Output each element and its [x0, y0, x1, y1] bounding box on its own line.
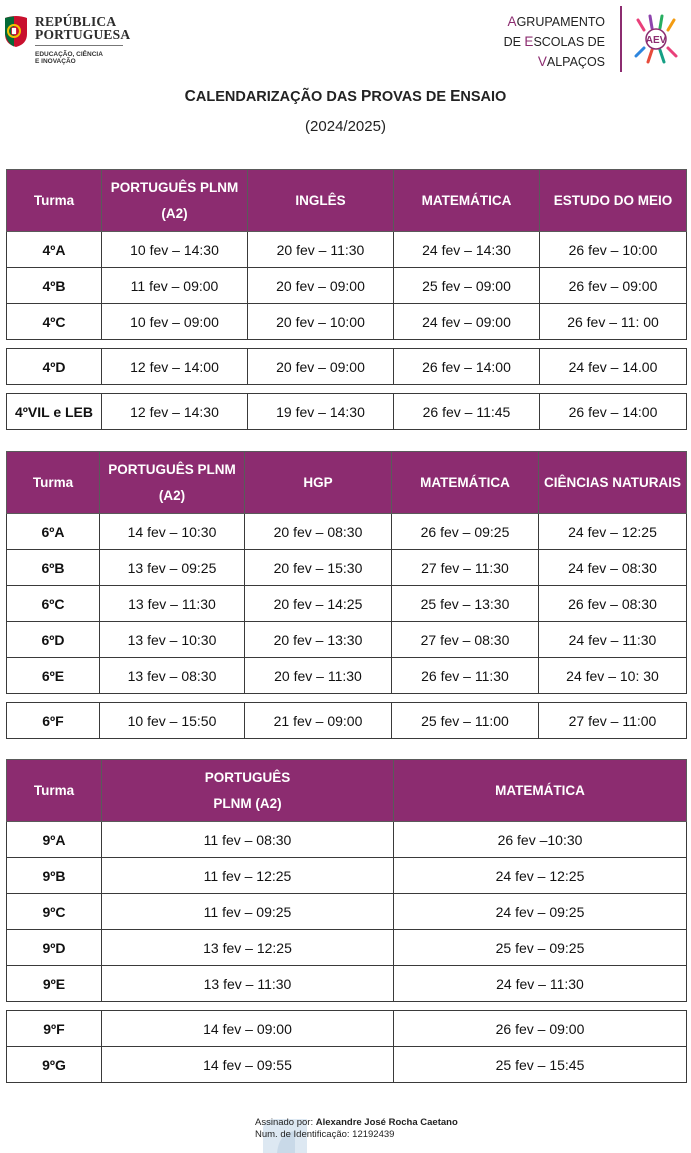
row-gap [7, 694, 687, 703]
schedule-table-9th-grade [6, 759, 687, 1083]
class-cell: 6ºB [7, 550, 100, 586]
table-header-row [7, 452, 687, 514]
table-row [7, 930, 687, 966]
column-header: MATEMÁTICA [394, 170, 540, 232]
table-row [7, 1047, 687, 1083]
date-cell: 11 fev – 08:30 [102, 822, 394, 858]
logo-divider [35, 45, 123, 46]
table-row [7, 349, 687, 385]
table-row [7, 394, 687, 430]
date-cell: 20 fev – 15:30 [245, 550, 392, 586]
class-cell: 4ºA [7, 232, 102, 268]
date-cell: 24 fev – 12:25 [394, 858, 687, 894]
date-cell: 25 fev – 15:45 [394, 1047, 687, 1083]
date-cell: 27 fev – 08:30 [392, 622, 539, 658]
digital-signature [255, 1117, 515, 1153]
class-cell: 9ºF [7, 1011, 102, 1047]
date-cell: 24 fev – 09:25 [394, 894, 687, 930]
row-gap [7, 340, 687, 349]
date-cell: 20 fev – 10:00 [248, 304, 394, 340]
table-header-row [7, 170, 687, 232]
class-cell: 6ºA [7, 514, 100, 550]
table-row [7, 622, 687, 658]
date-cell: 26 fev – 14:00 [540, 394, 687, 430]
date-cell: 12 fev – 14:00 [102, 349, 248, 385]
class-cell: 4ºD [7, 349, 102, 385]
column-header: Turma [7, 170, 102, 232]
date-cell: 10 fev – 14:30 [102, 232, 248, 268]
school-logo-divider [620, 6, 622, 72]
class-cell: 9ºG [7, 1047, 102, 1083]
date-cell: 12 fev – 14:30 [102, 394, 248, 430]
column-header: HGP [245, 452, 392, 514]
table-row [7, 586, 687, 622]
date-cell: 14 fev – 09:00 [102, 1011, 394, 1047]
date-cell: 24 fev – 08:30 [539, 550, 687, 586]
signature-text: Assinado por: Alexandre José Rocha Caetano Num. de Identificação: 12192439 [255, 1117, 458, 1140]
date-cell: 24 fev – 11:30 [539, 622, 687, 658]
class-cell: 6ºD [7, 622, 100, 658]
republica-portuguesa-logo [2, 12, 132, 72]
column-header: PORTUGUÊS PLNM (A2) [102, 170, 248, 232]
date-cell: 13 fev – 11:30 [102, 966, 394, 1002]
aev-logo-icon [626, 10, 686, 70]
svg-text:AEV: AEV [645, 35, 667, 46]
date-cell: 20 fev – 14:25 [245, 586, 392, 622]
date-cell: 13 fev – 11:30 [100, 586, 245, 622]
schedule-table-6th-grade [6, 451, 687, 739]
table-row [7, 703, 687, 739]
column-header: MATEMÁTICA [394, 760, 687, 822]
date-cell: 26 fev – 11: 00 [540, 304, 687, 340]
date-cell: 13 fev – 09:25 [100, 550, 245, 586]
row-gap [7, 385, 687, 394]
date-cell: 20 fev – 09:00 [248, 349, 394, 385]
schedule-table-4th-grade [6, 169, 687, 430]
column-header: PORTUGUÊS PLNM (A2) [102, 760, 394, 822]
date-cell: 24 fev – 14:30 [394, 232, 540, 268]
class-cell: 4ºVIL e LEB [7, 394, 102, 430]
date-cell: 11 fev – 09:00 [102, 268, 248, 304]
column-header: INGLÊS [248, 170, 394, 232]
table-row [7, 268, 687, 304]
date-cell: 27 fev – 11:00 [539, 703, 687, 739]
date-cell: 24 fev – 09:00 [394, 304, 540, 340]
date-cell: 26 fev – 11:30 [392, 658, 539, 694]
class-cell: 9ºD [7, 930, 102, 966]
table-row [7, 658, 687, 694]
date-cell: 13 fev – 12:25 [102, 930, 394, 966]
class-cell: 4ºC [7, 304, 102, 340]
date-cell: 25 fev – 09:00 [394, 268, 540, 304]
table-row [7, 550, 687, 586]
school-name: AGRUPAMENTO DE ESCOLAS DE VALPAÇOS [503, 14, 605, 69]
date-cell: 24 fev – 14.00 [540, 349, 687, 385]
column-header: ESTUDO DO MEIO [540, 170, 687, 232]
date-cell: 25 fev – 11:00 [392, 703, 539, 739]
ministry-name: EDUCAÇÃO, CIÊNCIA E INOVAÇÃO [35, 51, 103, 65]
date-cell: 24 fev – 10: 30 [539, 658, 687, 694]
class-cell: 9ºE [7, 966, 102, 1002]
school-year: (2024/2025) [305, 118, 386, 135]
table-row [7, 1011, 687, 1047]
class-cell: 6ºE [7, 658, 100, 694]
date-cell: 20 fev – 11:30 [245, 658, 392, 694]
document-title: CALENDARIZAÇÃO DAS PROVAS DE ENSAIO [184, 88, 507, 105]
table-row [7, 822, 687, 858]
date-cell: 21 fev – 09:00 [245, 703, 392, 739]
date-cell: 24 fev – 12:25 [539, 514, 687, 550]
date-cell: 10 fev – 09:00 [102, 304, 248, 340]
date-cell: 26 fev – 09:25 [392, 514, 539, 550]
column-header: MATEMÁTICA [392, 452, 539, 514]
date-cell: 20 fev – 08:30 [245, 514, 392, 550]
date-cell: 10 fev – 15:50 [100, 703, 245, 739]
class-cell: 6ºC [7, 586, 100, 622]
column-header: PORTUGUÊS PLNM (A2) [100, 452, 245, 514]
date-cell: 26 fev – 11:45 [394, 394, 540, 430]
date-cell: 26 fev – 10:00 [540, 232, 687, 268]
class-cell: 4ºB [7, 268, 102, 304]
date-cell: 26 fev – 08:30 [539, 586, 687, 622]
page-header [0, 0, 691, 80]
date-cell: 24 fev – 11:30 [394, 966, 687, 1002]
date-cell: 19 fev – 14:30 [248, 394, 394, 430]
date-cell: 26 fev – 14:00 [394, 349, 540, 385]
column-header: CIÊNCIAS NATURAIS [539, 452, 687, 514]
table-row [7, 304, 687, 340]
class-cell: 9ºB [7, 858, 102, 894]
date-cell: 11 fev – 12:25 [102, 858, 394, 894]
date-cell: 11 fev – 09:25 [102, 894, 394, 930]
column-header: Turma [7, 760, 102, 822]
column-header: Turma [7, 452, 100, 514]
row-gap [7, 1002, 687, 1011]
date-cell: 14 fev – 09:55 [102, 1047, 394, 1083]
date-cell: 13 fev – 10:30 [100, 622, 245, 658]
republica-portuguesa-name: REPÚBLICA PORTUGUESA [35, 14, 131, 42]
class-cell: 9ºA [7, 822, 102, 858]
date-cell: 13 fev – 08:30 [100, 658, 245, 694]
date-cell: 27 fev – 11:30 [392, 550, 539, 586]
date-cell: 26 fev – 09:00 [394, 1011, 687, 1047]
table-row [7, 232, 687, 268]
date-cell: 20 fev – 09:00 [248, 268, 394, 304]
table-row [7, 858, 687, 894]
date-cell: 20 fev – 13:30 [245, 622, 392, 658]
date-cell: 25 fev – 13:30 [392, 586, 539, 622]
table-row [7, 514, 687, 550]
date-cell: 20 fev – 11:30 [248, 232, 394, 268]
table-header-row [7, 760, 687, 822]
class-cell: 6ºF [7, 703, 100, 739]
portugal-flag-icon [2, 14, 30, 48]
class-cell: 9ºC [7, 894, 102, 930]
table-row [7, 966, 687, 1002]
table-row [7, 894, 687, 930]
date-cell: 25 fev – 09:25 [394, 930, 687, 966]
date-cell: 26 fev – 09:00 [540, 268, 687, 304]
date-cell: 26 fev –10:30 [394, 822, 687, 858]
date-cell: 14 fev – 10:30 [100, 514, 245, 550]
